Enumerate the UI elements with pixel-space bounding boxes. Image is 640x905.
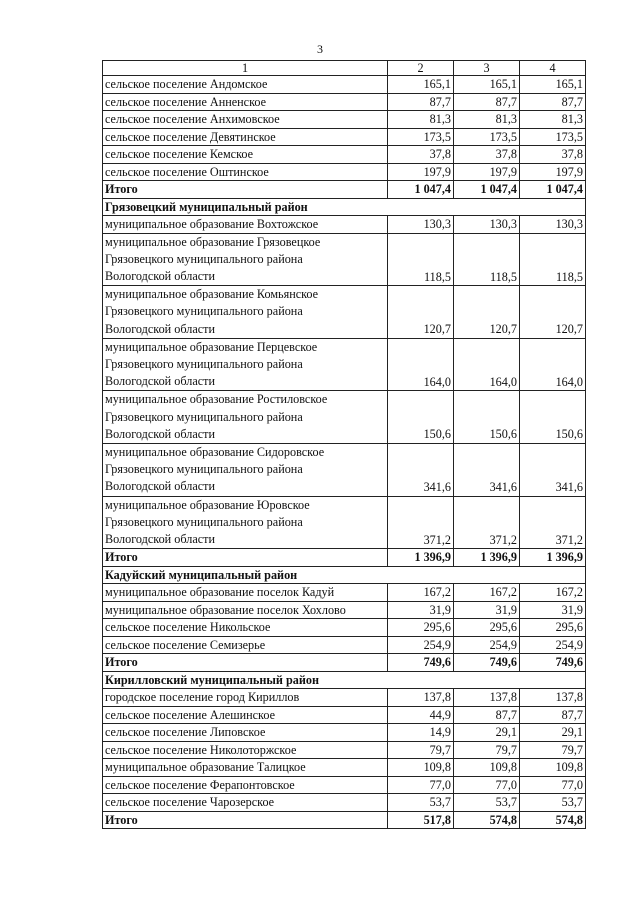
value-col-2: 371,2 bbox=[388, 496, 454, 549]
municipality-name: сельское поселение Анхимовское bbox=[103, 111, 388, 129]
value-col-3: 749,6 bbox=[454, 654, 520, 672]
value-col-2: 167,2 bbox=[388, 584, 454, 602]
table-row bbox=[103, 286, 586, 339]
municipality-name-line: муниципальное образование Ростиловское bbox=[105, 392, 328, 407]
value-col-4: 120,7 bbox=[520, 286, 586, 339]
value-col-4: 53,7 bbox=[520, 794, 586, 812]
table-row bbox=[103, 724, 586, 742]
municipality-name: сельское поселение Николоторжское bbox=[103, 741, 388, 759]
table-row bbox=[103, 216, 586, 234]
district-header-row bbox=[103, 566, 586, 584]
value-col-4: 574,8 bbox=[520, 811, 586, 829]
value-col-3: 37,8 bbox=[454, 146, 520, 164]
value-col-2: 150,6 bbox=[388, 391, 454, 444]
value-col-3: 118,5 bbox=[454, 233, 520, 286]
table-row bbox=[103, 584, 586, 602]
value-col-3: 137,8 bbox=[454, 689, 520, 707]
value-col-2: 87,7 bbox=[388, 93, 454, 111]
value-col-2: 173,5 bbox=[388, 128, 454, 146]
municipality-name-line: Вологодской области bbox=[105, 374, 215, 389]
value-col-2: 53,7 bbox=[388, 794, 454, 812]
district-header-row bbox=[103, 198, 586, 216]
value-col-4: 150,6 bbox=[520, 391, 586, 444]
value-col-2: 130,3 bbox=[388, 216, 454, 234]
table-row bbox=[103, 76, 586, 94]
total-label: Итого bbox=[103, 654, 388, 672]
municipality-name-line: муниципальное образование Юровское bbox=[105, 497, 310, 512]
value-col-4: 29,1 bbox=[520, 724, 586, 742]
value-col-2: 79,7 bbox=[388, 741, 454, 759]
value-col-2: 81,3 bbox=[388, 111, 454, 129]
value-col-3: 109,8 bbox=[454, 759, 520, 777]
value-col-3: 173,5 bbox=[454, 128, 520, 146]
value-col-2: 120,7 bbox=[388, 286, 454, 339]
district-name: Кадуйский муниципальный район bbox=[103, 566, 586, 584]
value-col-4: 31,9 bbox=[520, 601, 586, 619]
table-row bbox=[103, 443, 586, 496]
district-name: Грязовецкий муниципальный район bbox=[103, 198, 586, 216]
municipality-name-line: муниципальное образование Комьянское bbox=[105, 287, 319, 302]
municipality-name: сельское поселение Липовское bbox=[103, 724, 388, 742]
municipality-name-line: Грязовецкого муниципального района bbox=[105, 462, 303, 477]
municipality-name: муниципальное образование поселок Кадуй bbox=[103, 584, 388, 602]
total-label: Итого bbox=[103, 811, 388, 829]
municipality-name-line: Грязовецкого муниципального района bbox=[105, 251, 303, 266]
value-col-4: 749,6 bbox=[520, 654, 586, 672]
value-col-2: 254,9 bbox=[388, 636, 454, 654]
value-col-4: 109,8 bbox=[520, 759, 586, 777]
column-number: 2 bbox=[388, 61, 454, 76]
municipality-name: сельское поселение Кемское bbox=[103, 146, 388, 164]
table-row bbox=[103, 496, 586, 549]
value-col-2: 341,6 bbox=[388, 443, 454, 496]
value-col-4: 167,2 bbox=[520, 584, 586, 602]
table-body bbox=[103, 76, 586, 829]
table-row bbox=[103, 776, 586, 794]
municipality-name: сельское поселение Никольское bbox=[103, 619, 388, 637]
value-col-4: 371,2 bbox=[520, 496, 586, 549]
municipality-name-line: Грязовецкого муниципального района bbox=[105, 304, 303, 319]
total-row bbox=[103, 181, 586, 199]
district-header-row bbox=[103, 671, 586, 689]
value-col-2: 118,5 bbox=[388, 233, 454, 286]
value-col-2: 197,9 bbox=[388, 163, 454, 181]
table-row bbox=[103, 794, 586, 812]
table-row bbox=[103, 146, 586, 164]
value-col-4: 118,5 bbox=[520, 233, 586, 286]
value-col-4: 37,8 bbox=[520, 146, 586, 164]
municipality-name bbox=[103, 233, 388, 286]
municipality-name-line: Вологодской области bbox=[105, 426, 215, 441]
value-col-4: 164,0 bbox=[520, 338, 586, 391]
total-row bbox=[103, 654, 586, 672]
total-label: Итого bbox=[103, 549, 388, 567]
value-col-2: 165,1 bbox=[388, 76, 454, 94]
value-col-3: 341,6 bbox=[454, 443, 520, 496]
value-col-3: 1 396,9 bbox=[454, 549, 520, 567]
district-name: Кирилловский муниципальный район bbox=[103, 671, 586, 689]
table-row bbox=[103, 759, 586, 777]
municipality-name: муниципальное образование Талицкое bbox=[103, 759, 388, 777]
value-col-2: 749,6 bbox=[388, 654, 454, 672]
table-row bbox=[103, 689, 586, 707]
table-row bbox=[103, 93, 586, 111]
table-row bbox=[103, 111, 586, 129]
value-col-2: 31,9 bbox=[388, 601, 454, 619]
value-col-4: 197,9 bbox=[520, 163, 586, 181]
municipality-name-line: муниципальное образование Сидоровское bbox=[105, 444, 325, 459]
value-col-4: 173,5 bbox=[520, 128, 586, 146]
value-col-3: 31,9 bbox=[454, 601, 520, 619]
municipality-name bbox=[103, 496, 388, 549]
value-col-3: 29,1 bbox=[454, 724, 520, 742]
municipality-name-line: Вологодской области bbox=[105, 321, 215, 336]
value-col-2: 44,9 bbox=[388, 706, 454, 724]
value-col-2: 77,0 bbox=[388, 776, 454, 794]
column-number: 4 bbox=[520, 61, 586, 76]
table-row bbox=[103, 636, 586, 654]
value-col-3: 167,2 bbox=[454, 584, 520, 602]
value-col-4: 137,8 bbox=[520, 689, 586, 707]
column-number-row bbox=[103, 61, 586, 76]
municipality-name bbox=[103, 443, 388, 496]
municipality-name: сельское поселение Андомское bbox=[103, 76, 388, 94]
municipality-name: сельское поселение Анненское bbox=[103, 93, 388, 111]
allocation-table bbox=[102, 60, 586, 829]
value-col-3: 79,7 bbox=[454, 741, 520, 759]
value-col-4: 1 396,9 bbox=[520, 549, 586, 567]
value-col-3: 295,6 bbox=[454, 619, 520, 637]
value-col-4: 79,7 bbox=[520, 741, 586, 759]
table-row bbox=[103, 128, 586, 146]
value-col-3: 53,7 bbox=[454, 794, 520, 812]
municipality-name-line: Грязовецкого муниципального района bbox=[105, 514, 303, 529]
value-col-3: 87,7 bbox=[454, 706, 520, 724]
total-row bbox=[103, 549, 586, 567]
value-col-3: 574,8 bbox=[454, 811, 520, 829]
column-number: 3 bbox=[454, 61, 520, 76]
value-col-3: 87,7 bbox=[454, 93, 520, 111]
value-col-3: 1 047,4 bbox=[454, 181, 520, 199]
value-col-3: 164,0 bbox=[454, 338, 520, 391]
value-col-3: 81,3 bbox=[454, 111, 520, 129]
value-col-3: 254,9 bbox=[454, 636, 520, 654]
municipality-name-line: Грязовецкого муниципального района bbox=[105, 409, 303, 424]
municipality-name-line: муниципальное образование Грязовецкое bbox=[105, 234, 321, 249]
municipality-name-line: Грязовецкого муниципального района bbox=[105, 356, 303, 371]
value-col-3: 371,2 bbox=[454, 496, 520, 549]
value-col-3: 197,9 bbox=[454, 163, 520, 181]
value-col-4: 254,9 bbox=[520, 636, 586, 654]
municipality-name: городское поселение город Кириллов bbox=[103, 689, 388, 707]
total-label: Итого bbox=[103, 181, 388, 199]
municipality-name: муниципальное образование Вохтожское bbox=[103, 216, 388, 234]
municipality-name: сельское поселение Девятинское bbox=[103, 128, 388, 146]
value-col-2: 1 047,4 bbox=[388, 181, 454, 199]
table-row bbox=[103, 233, 586, 286]
municipality-name-line: Вологодской области bbox=[105, 531, 215, 546]
municipality-name: сельское поселение Оштинское bbox=[103, 163, 388, 181]
value-col-4: 87,7 bbox=[520, 706, 586, 724]
municipality-name: сельское поселение Чарозерское bbox=[103, 794, 388, 812]
municipality-name-line: Вологодской области bbox=[105, 479, 215, 494]
municipality-name-line: Вологодской области bbox=[105, 268, 215, 283]
value-col-4: 165,1 bbox=[520, 76, 586, 94]
value-col-2: 517,8 bbox=[388, 811, 454, 829]
value-col-2: 164,0 bbox=[388, 338, 454, 391]
value-col-4: 1 047,4 bbox=[520, 181, 586, 199]
value-col-4: 77,0 bbox=[520, 776, 586, 794]
value-col-2: 295,6 bbox=[388, 619, 454, 637]
value-col-2: 37,8 bbox=[388, 146, 454, 164]
table-row bbox=[103, 601, 586, 619]
value-col-2: 14,9 bbox=[388, 724, 454, 742]
value-col-3: 120,7 bbox=[454, 286, 520, 339]
value-col-3: 130,3 bbox=[454, 216, 520, 234]
municipality-name: сельское поселение Семизерье bbox=[103, 636, 388, 654]
value-col-3: 165,1 bbox=[454, 76, 520, 94]
value-col-4: 341,6 bbox=[520, 443, 586, 496]
municipality-name bbox=[103, 286, 388, 339]
value-col-3: 77,0 bbox=[454, 776, 520, 794]
value-col-2: 1 396,9 bbox=[388, 549, 454, 567]
total-row bbox=[103, 811, 586, 829]
municipality-name: муниципальное образование поселок Хохлово bbox=[103, 601, 388, 619]
value-col-2: 109,8 bbox=[388, 759, 454, 777]
table-row bbox=[103, 619, 586, 637]
table-row bbox=[103, 163, 586, 181]
table-row bbox=[103, 338, 586, 391]
table-row bbox=[103, 706, 586, 724]
page-number: 3 bbox=[317, 42, 323, 56]
value-col-3: 150,6 bbox=[454, 391, 520, 444]
value-col-4: 87,7 bbox=[520, 93, 586, 111]
municipality-name bbox=[103, 391, 388, 444]
municipality-name bbox=[103, 338, 388, 391]
value-col-4: 81,3 bbox=[520, 111, 586, 129]
value-col-4: 130,3 bbox=[520, 216, 586, 234]
table-row bbox=[103, 391, 586, 444]
column-number: 1 bbox=[103, 61, 388, 76]
table-row bbox=[103, 741, 586, 759]
value-col-4: 295,6 bbox=[520, 619, 586, 637]
municipality-name: сельское поселение Ферапонтовское bbox=[103, 776, 388, 794]
value-col-2: 137,8 bbox=[388, 689, 454, 707]
municipality-name-line: муниципальное образование Перцевское bbox=[105, 339, 318, 354]
municipality-name: сельское поселение Алешинское bbox=[103, 706, 388, 724]
